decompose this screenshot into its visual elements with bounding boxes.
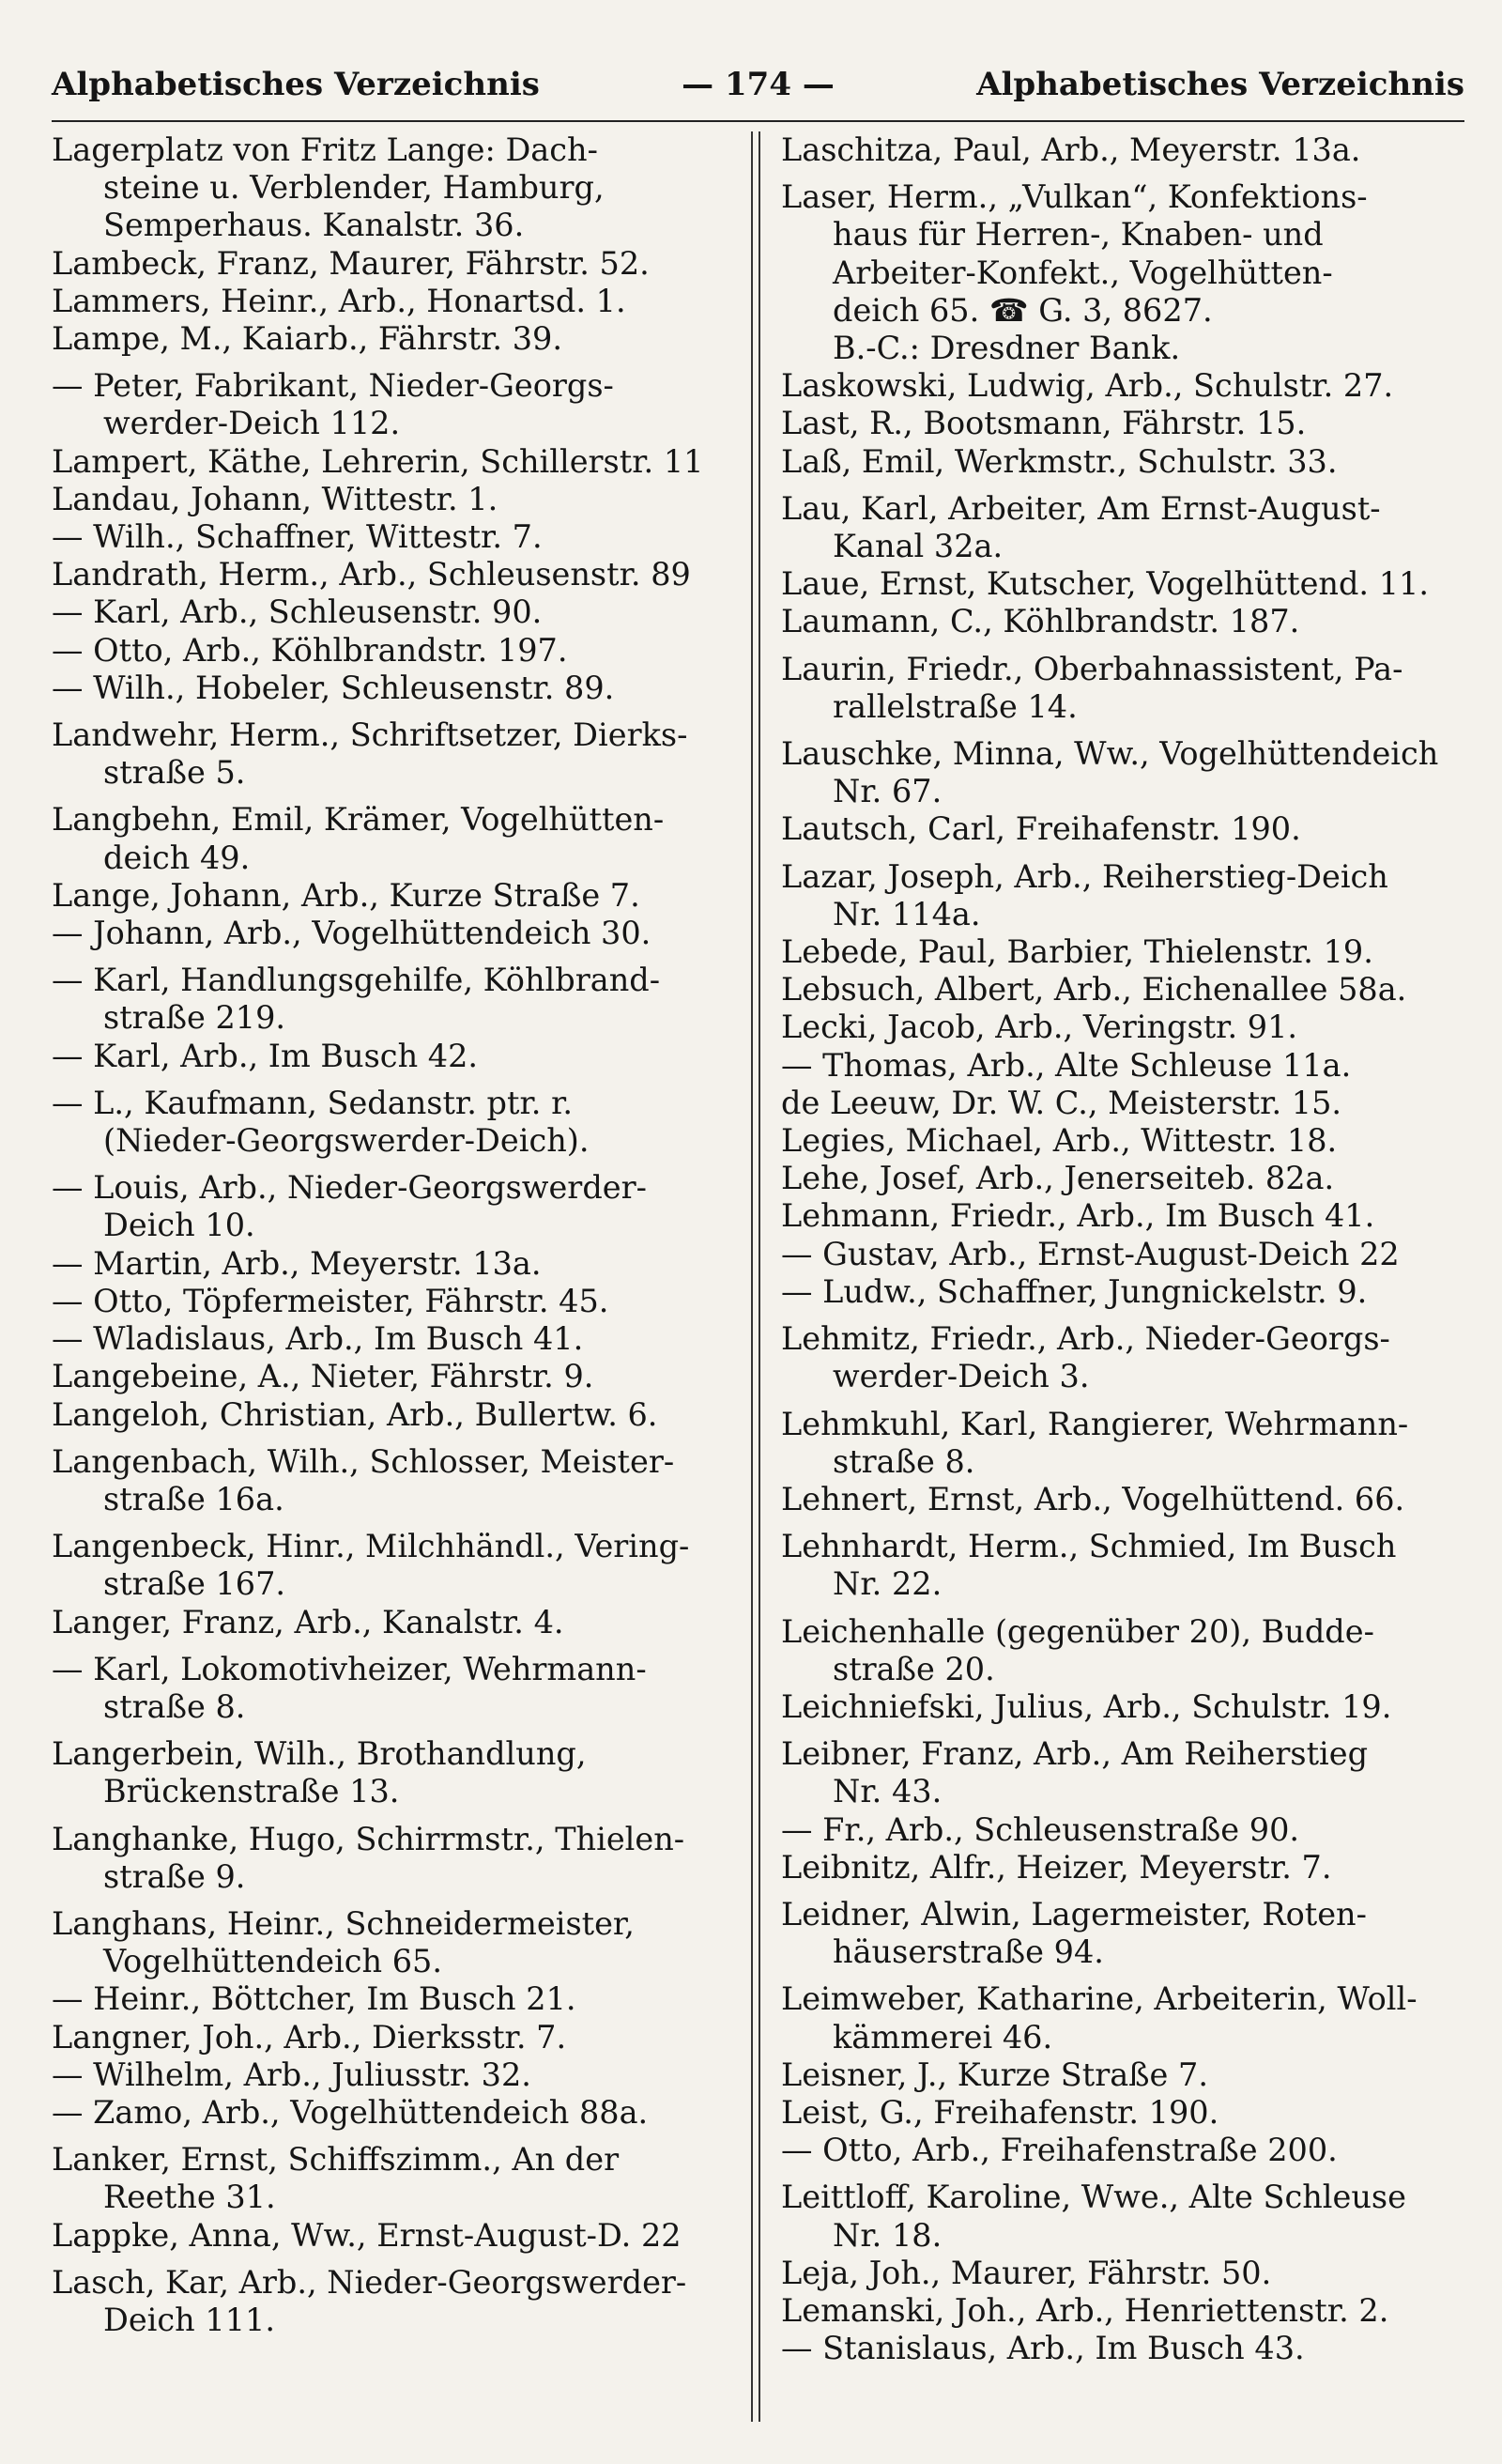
directory-entry — [781, 2292, 1466, 2330]
entry-continuation-line: Semperhaus. Kanalstr. 36. — [103, 207, 525, 244]
directory-entry — [781, 2330, 1466, 2367]
entry-line: Langebeine, A., Nieter, Fährstr. 9. — [52, 1358, 594, 1395]
directory-entry — [52, 962, 737, 1037]
column-divider — [751, 131, 760, 2422]
entry-continuation-line: Nr. 67. — [833, 773, 943, 810]
directory-entry — [781, 1160, 1466, 1197]
entry-line: Laser, Herm., „Vulkan“, Konfektions- — [781, 178, 1368, 216]
directory-entry — [52, 2217, 737, 2255]
directory-entry — [52, 1085, 737, 1160]
entry-continuation-line: werder-Deich 3. — [833, 1358, 1090, 1395]
page-header — [52, 66, 1464, 113]
directory-entry — [781, 1688, 1466, 1726]
entry-continuation-line: (Nieder-Georgswerder-Deich). — [103, 1122, 590, 1160]
directory-entry — [52, 877, 737, 915]
entry-line: — Stanislaus, Arb., Im Busch 43. — [781, 2330, 1305, 2367]
directory-entry — [52, 1980, 737, 2018]
directory-entry — [781, 1849, 1466, 1886]
directory-entry — [52, 245, 737, 283]
entry-line: Leichniefski, Julius, Arb., Schulstr. 19. — [781, 1687, 1392, 1725]
entry-line: Lehnhardt, Herm., Schmied, Im Busch — [781, 1528, 1397, 1565]
directory-entry — [781, 565, 1466, 603]
entry-line: — Gustav, Arb., Ernst-August-Deich 22 — [781, 1235, 1400, 1272]
entry-line: Langhanke, Hugo, Schirrmstr., Thielen- — [52, 1820, 685, 1857]
entry-continuation-line: Vogelhüttendeich 65. — [103, 1943, 442, 1980]
directory-entry — [781, 2179, 1466, 2254]
entry-line: Lampe, M., Kaiarb., Fährstr. 39. — [52, 320, 562, 358]
entry-line: Lange, Johann, Arb., Kurze Straße 7. — [52, 876, 640, 914]
directory-entry — [781, 858, 1466, 933]
entry-continuation-line: Brückenstraße 13. — [103, 1773, 400, 1810]
directory-entry — [52, 283, 737, 320]
entry-continuation-line: rallelstraße 14. — [833, 687, 1078, 725]
right-column — [781, 131, 1466, 2367]
entry-line: — Karl, Handlungsgehilfe, Köhlbrand- — [52, 962, 661, 999]
directory-entry — [781, 131, 1466, 169]
entry-line: Lehe, Josef, Arb., Jenerseiteb. 82a. — [781, 1160, 1335, 1197]
directory-entry — [52, 1443, 737, 1518]
directory-entry — [781, 603, 1466, 640]
entry-line: — Fr., Arb., Schleusenstraße 90. — [781, 1810, 1300, 1848]
directory-entry — [52, 1169, 737, 1244]
directory-entry — [52, 481, 737, 518]
left-column — [52, 131, 737, 2339]
entry-line: Lecki, Jacob, Arb., Veringstr. 91. — [781, 1009, 1298, 1046]
entry-line: — Wilh., Hobeler, Schleusenstr. 89. — [52, 669, 615, 706]
entry-line: Lampert, Käthe, Lehrerin, Schillerstr. 11 — [52, 442, 704, 480]
directory-entry — [781, 1406, 1466, 1481]
directory-entry — [781, 1811, 1466, 1849]
entry-line: — Heinr., Böttcher, Im Busch 21. — [52, 1980, 576, 2018]
entry-line: Lauschke, Minna, Ww., Vogelhüttendeich — [781, 735, 1439, 773]
entry-continuation-line: straße 219. — [103, 999, 286, 1037]
entry-continuation-line: haus für Herren-, Knaben- und — [833, 216, 1324, 254]
directory-entry — [781, 2132, 1466, 2169]
directory-entry — [781, 1197, 1466, 1235]
entry-line: Leibnitz, Alfr., Heizer, Meyerstr. 7. — [781, 1848, 1332, 1886]
entry-line: Langhans, Heinr., Schneidermeister, — [52, 1904, 635, 1942]
directory-entry — [52, 1735, 737, 1810]
entry-continuation-line: Nr. 18. — [833, 2216, 943, 2254]
entry-line: Leibner, Franz, Arb., Am Reiherstieg — [781, 1735, 1369, 1773]
entry-line: Lehmitz, Friedr., Arb., Nieder-Georgs- — [781, 1320, 1390, 1358]
directory-entry — [781, 933, 1466, 971]
entry-line: — Otto, Töpfermeister, Fährstr. 45. — [52, 1282, 609, 1319]
directory-entry — [781, 735, 1466, 810]
entry-line: Lautsch, Carl, Freihafenstr. 190. — [781, 810, 1301, 848]
entry-line: — Ludw., Schaffner, Jungnickelstr. 9. — [781, 1272, 1368, 1310]
directory-entry — [52, 367, 737, 442]
directory-entry — [52, 2094, 737, 2132]
directory-entry — [52, 2141, 737, 2216]
directory-entry — [52, 1528, 737, 1603]
entry-line: Lazar, Joseph, Arb., Reiherstieg-Deich — [781, 857, 1388, 895]
directory-entry — [52, 593, 737, 631]
entry-line: Langerbein, Wilh., Brothandlung, — [52, 1735, 587, 1773]
entry-continuation-line: Reethe 31. — [103, 2179, 276, 2216]
entry-line: — Thomas, Arb., Alte Schleuse 11a. — [781, 1046, 1352, 1084]
directory-entry — [52, 1905, 737, 1980]
entry-line: Laß, Emil, Werkmstr., Schulstr. 33. — [781, 442, 1338, 480]
entry-continuation-line: deich 65. ☎ G. 3, 8627. — [833, 291, 1213, 329]
directory-entry — [52, 1038, 737, 1075]
entry-continuation-line: straße 5. — [103, 754, 246, 792]
entry-line: — Wilhelm, Arb., Juliusstr. 32. — [52, 2056, 531, 2093]
directory-entry — [52, 1245, 737, 1283]
directory-entry — [52, 1358, 737, 1395]
entry-line: — Louis, Arb., Nieder-Georgswerder- — [52, 1169, 647, 1207]
directory-entry — [781, 810, 1466, 848]
entry-line: Lappke, Anna, Ww., Ernst-August-D. 22 — [52, 2216, 682, 2254]
directory-entry — [781, 1236, 1466, 1273]
entry-line: Langenbach, Wilh., Schlosser, Meister- — [52, 1442, 675, 1480]
directory-entry — [52, 131, 737, 245]
directory-entry — [52, 556, 737, 593]
entry-line: Laschitza, Paul, Arb., Meyerstr. 13a. — [781, 131, 1361, 168]
entry-line: Laskowski, Ludwig, Arb., Schulstr. 27. — [781, 367, 1394, 405]
directory-entry — [52, 1604, 737, 1641]
entry-continuation-line: straße 20. — [833, 1650, 995, 1687]
entry-continuation-line: steine u. Verblender, Hamburg, — [103, 169, 605, 207]
entry-continuation-line: straße 16a. — [103, 1480, 284, 1517]
entry-continuation-line: straße 167. — [103, 1565, 286, 1603]
entry-line: Leist, G., Freihafenstr. 190. — [781, 2093, 1219, 2131]
directory-entry — [781, 443, 1466, 481]
directory-entry — [52, 801, 737, 876]
entry-line: — Otto, Arb., Köhlbrandstr. 197. — [52, 631, 568, 669]
entry-line: Leja, Joh., Maurer, Fährstr. 50. — [781, 2254, 1272, 2291]
entry-line: — Otto, Arb., Freihafenstraße 200. — [781, 2132, 1338, 2169]
entry-line: — Zamo, Arb., Vogelhüttendeich 88a. — [52, 2093, 649, 2131]
entry-continuation-line: häuserstraße 94. — [833, 1933, 1104, 1971]
entry-line: — Wladislaus, Arb., Im Busch 41. — [52, 1320, 584, 1358]
directory-entry — [781, 1481, 1466, 1518]
entry-line: Last, R., Bootsmann, Fährstr. 15. — [781, 405, 1307, 442]
entry-line: Langeloh, Christian, Arb., Bullertw. 6. — [52, 1395, 658, 1433]
directory-entry — [781, 178, 1466, 367]
directory-entry — [781, 405, 1466, 442]
directory-entry — [781, 2056, 1466, 2094]
directory-entry — [52, 443, 737, 481]
directory-entry — [52, 915, 737, 952]
entry-line: Lehmann, Friedr., Arb., Im Busch 41. — [781, 1197, 1375, 1235]
entry-line: — Wilh., Schaffner, Wittestr. 7. — [52, 518, 543, 556]
entry-line: Lanker, Ernst, Schiffszimm., An der — [52, 2141, 620, 2179]
directory-entry — [781, 1122, 1466, 1160]
directory-entry — [52, 2019, 737, 2056]
entry-continuation-line: straße 9. — [103, 1857, 246, 1895]
directory-entry — [52, 716, 737, 792]
header-rule — [52, 120, 1464, 122]
entry-line: Lammers, Heinr., Arb., Honartsd. 1. — [52, 282, 626, 319]
entry-line: — Karl, Arb., Schleusenstr. 90. — [52, 593, 543, 631]
entry-line: — Martin, Arb., Meyerstr. 13a. — [52, 1244, 542, 1282]
directory-entry — [52, 632, 737, 670]
entry-continuation-line: deich 49. — [103, 839, 251, 876]
entry-line: Langbehn, Emil, Krämer, Vogelhütten- — [52, 801, 665, 839]
directory-entry — [781, 1528, 1466, 1603]
entry-continuation-line: kämmerei 46. — [833, 2018, 1053, 2056]
directory-entry — [52, 1396, 737, 1434]
entry-line: — Johann, Arb., Vogelhüttendeich 30. — [52, 915, 651, 952]
entry-continuation-line: werder-Deich 112. — [103, 405, 401, 442]
entry-line: — Peter, Fabrikant, Nieder-Georgs- — [52, 367, 614, 405]
entry-line: Langner, Joh., Arb., Dierksstr. 7. — [52, 2018, 567, 2056]
entry-line: — Karl, Lokomotivheizer, Wehrmann- — [52, 1650, 647, 1687]
entry-line: Lasch, Kar, Arb., Nieder-Georgswerder- — [52, 2263, 687, 2301]
entry-line: Lau, Karl, Arbeiter, Am Ernst-August- — [781, 489, 1381, 527]
directory-entry — [52, 1283, 737, 1320]
directory-entry — [781, 2255, 1466, 2292]
entry-line: Landrath, Herm., Arb., Schleusenstr. 89 — [52, 556, 691, 593]
entry-line: Lagerplatz von Fritz Lange: Dach- — [52, 131, 598, 168]
directory-entry — [781, 367, 1466, 405]
directory-entry — [781, 1047, 1466, 1085]
entry-line: Langer, Franz, Arb., Kanalstr. 4. — [52, 1603, 564, 1640]
directory-entry — [781, 1085, 1466, 1122]
directory-entry — [781, 2094, 1466, 2132]
directory-entry — [781, 1613, 1466, 1688]
entry-continuation-line: Deich 111. — [103, 2301, 275, 2338]
entry-line: Leidner, Alwin, Lagermeister, Roten- — [781, 1895, 1367, 1933]
entry-line: Laumann, C., Köhlbrandstr. 187. — [781, 603, 1300, 640]
entry-line: Lehnert, Ernst, Arb., Vogelhüttend. 66. — [781, 1480, 1405, 1517]
directory-entry — [781, 1009, 1466, 1046]
entry-line: de Leeuw, Dr. W. C., Meisterstr. 15. — [781, 1084, 1342, 1121]
directory-entry — [52, 2056, 737, 2094]
entry-line: Lebsuch, Albert, Arb., Eichenallee 58a. — [781, 971, 1407, 1009]
directory-entry — [52, 320, 737, 358]
directory-entry — [781, 1273, 1466, 1311]
entry-line: Leichenhalle (gegenüber 20), Budde- — [781, 1612, 1374, 1650]
entry-line: Leittloff, Karoline, Wwe., Alte Schleuse — [781, 2179, 1406, 2216]
entry-continuation-line: B.-C.: Dresdner Bank. — [833, 330, 1181, 367]
directory-entry — [781, 1980, 1466, 2056]
entry-line: Lehmkuhl, Karl, Rangierer, Wehrmann- — [781, 1405, 1409, 1442]
directory-entry — [52, 2264, 737, 2339]
entry-continuation-line: Nr. 22. — [833, 1565, 943, 1603]
page-number: — 174 — — [682, 66, 835, 103]
entry-line: Langenbeck, Hinr., Milchhändl., Vering- — [52, 1528, 690, 1565]
directory-entry — [52, 1821, 737, 1896]
entry-continuation-line: Kanal 32a. — [833, 528, 1004, 565]
entry-continuation-line: Deich 10. — [103, 1207, 255, 1244]
directory-entry — [781, 651, 1466, 726]
entry-line: Leisner, J., Kurze Straße 7. — [781, 2056, 1208, 2093]
header-left-title: Alphabetisches Verzeichnis — [52, 66, 540, 103]
entry-continuation-line: Nr. 43. — [833, 1773, 943, 1810]
entry-line: — L., Kaufmann, Sedanstr. ptr. r. — [52, 1084, 574, 1121]
entry-line: Lemanski, Joh., Arb., Henriettenstr. 2. — [781, 2291, 1389, 2329]
entry-continuation-line: Arbeiter-Konfekt., Vogelhütten- — [833, 254, 1333, 291]
entry-line: Legies, Michael, Arb., Wittestr. 18. — [781, 1122, 1338, 1160]
directory-entry — [52, 1320, 737, 1358]
directory-entry — [781, 1735, 1466, 1810]
entry-continuation-line: straße 8. — [833, 1442, 975, 1480]
header-right-title: Alphabetisches Verzeichnis — [976, 66, 1464, 103]
entry-line: Leimweber, Katharine, Arbeiterin, Woll- — [781, 1980, 1418, 2018]
entry-line: Landwehr, Herm., Schriftsetzer, Dierks- — [52, 716, 688, 754]
directory-entry — [781, 1896, 1466, 1971]
entry-line: — Karl, Arb., Im Busch 42. — [52, 1037, 479, 1074]
entry-continuation-line: Nr. 114a. — [833, 895, 981, 932]
entry-line: Landau, Johann, Wittestr. 1. — [52, 480, 498, 517]
entry-continuation-line: straße 8. — [103, 1687, 246, 1725]
entry-line: Laue, Ernst, Kutscher, Vogelhüttend. 11. — [781, 565, 1429, 603]
directory-entry — [52, 1651, 737, 1726]
directory-entry — [781, 1320, 1466, 1395]
entry-line: Lebede, Paul, Barbier, Thielenstr. 19. — [781, 933, 1373, 971]
directory-entry — [781, 971, 1466, 1009]
directory-entry — [52, 670, 737, 707]
entry-line: Laurin, Friedr., Oberbahnassistent, Pa- — [781, 650, 1403, 687]
directory-entry — [781, 490, 1466, 565]
entry-line: Lambeck, Franz, Maurer, Fährstr. 52. — [52, 244, 650, 282]
directory-entry — [52, 518, 737, 556]
